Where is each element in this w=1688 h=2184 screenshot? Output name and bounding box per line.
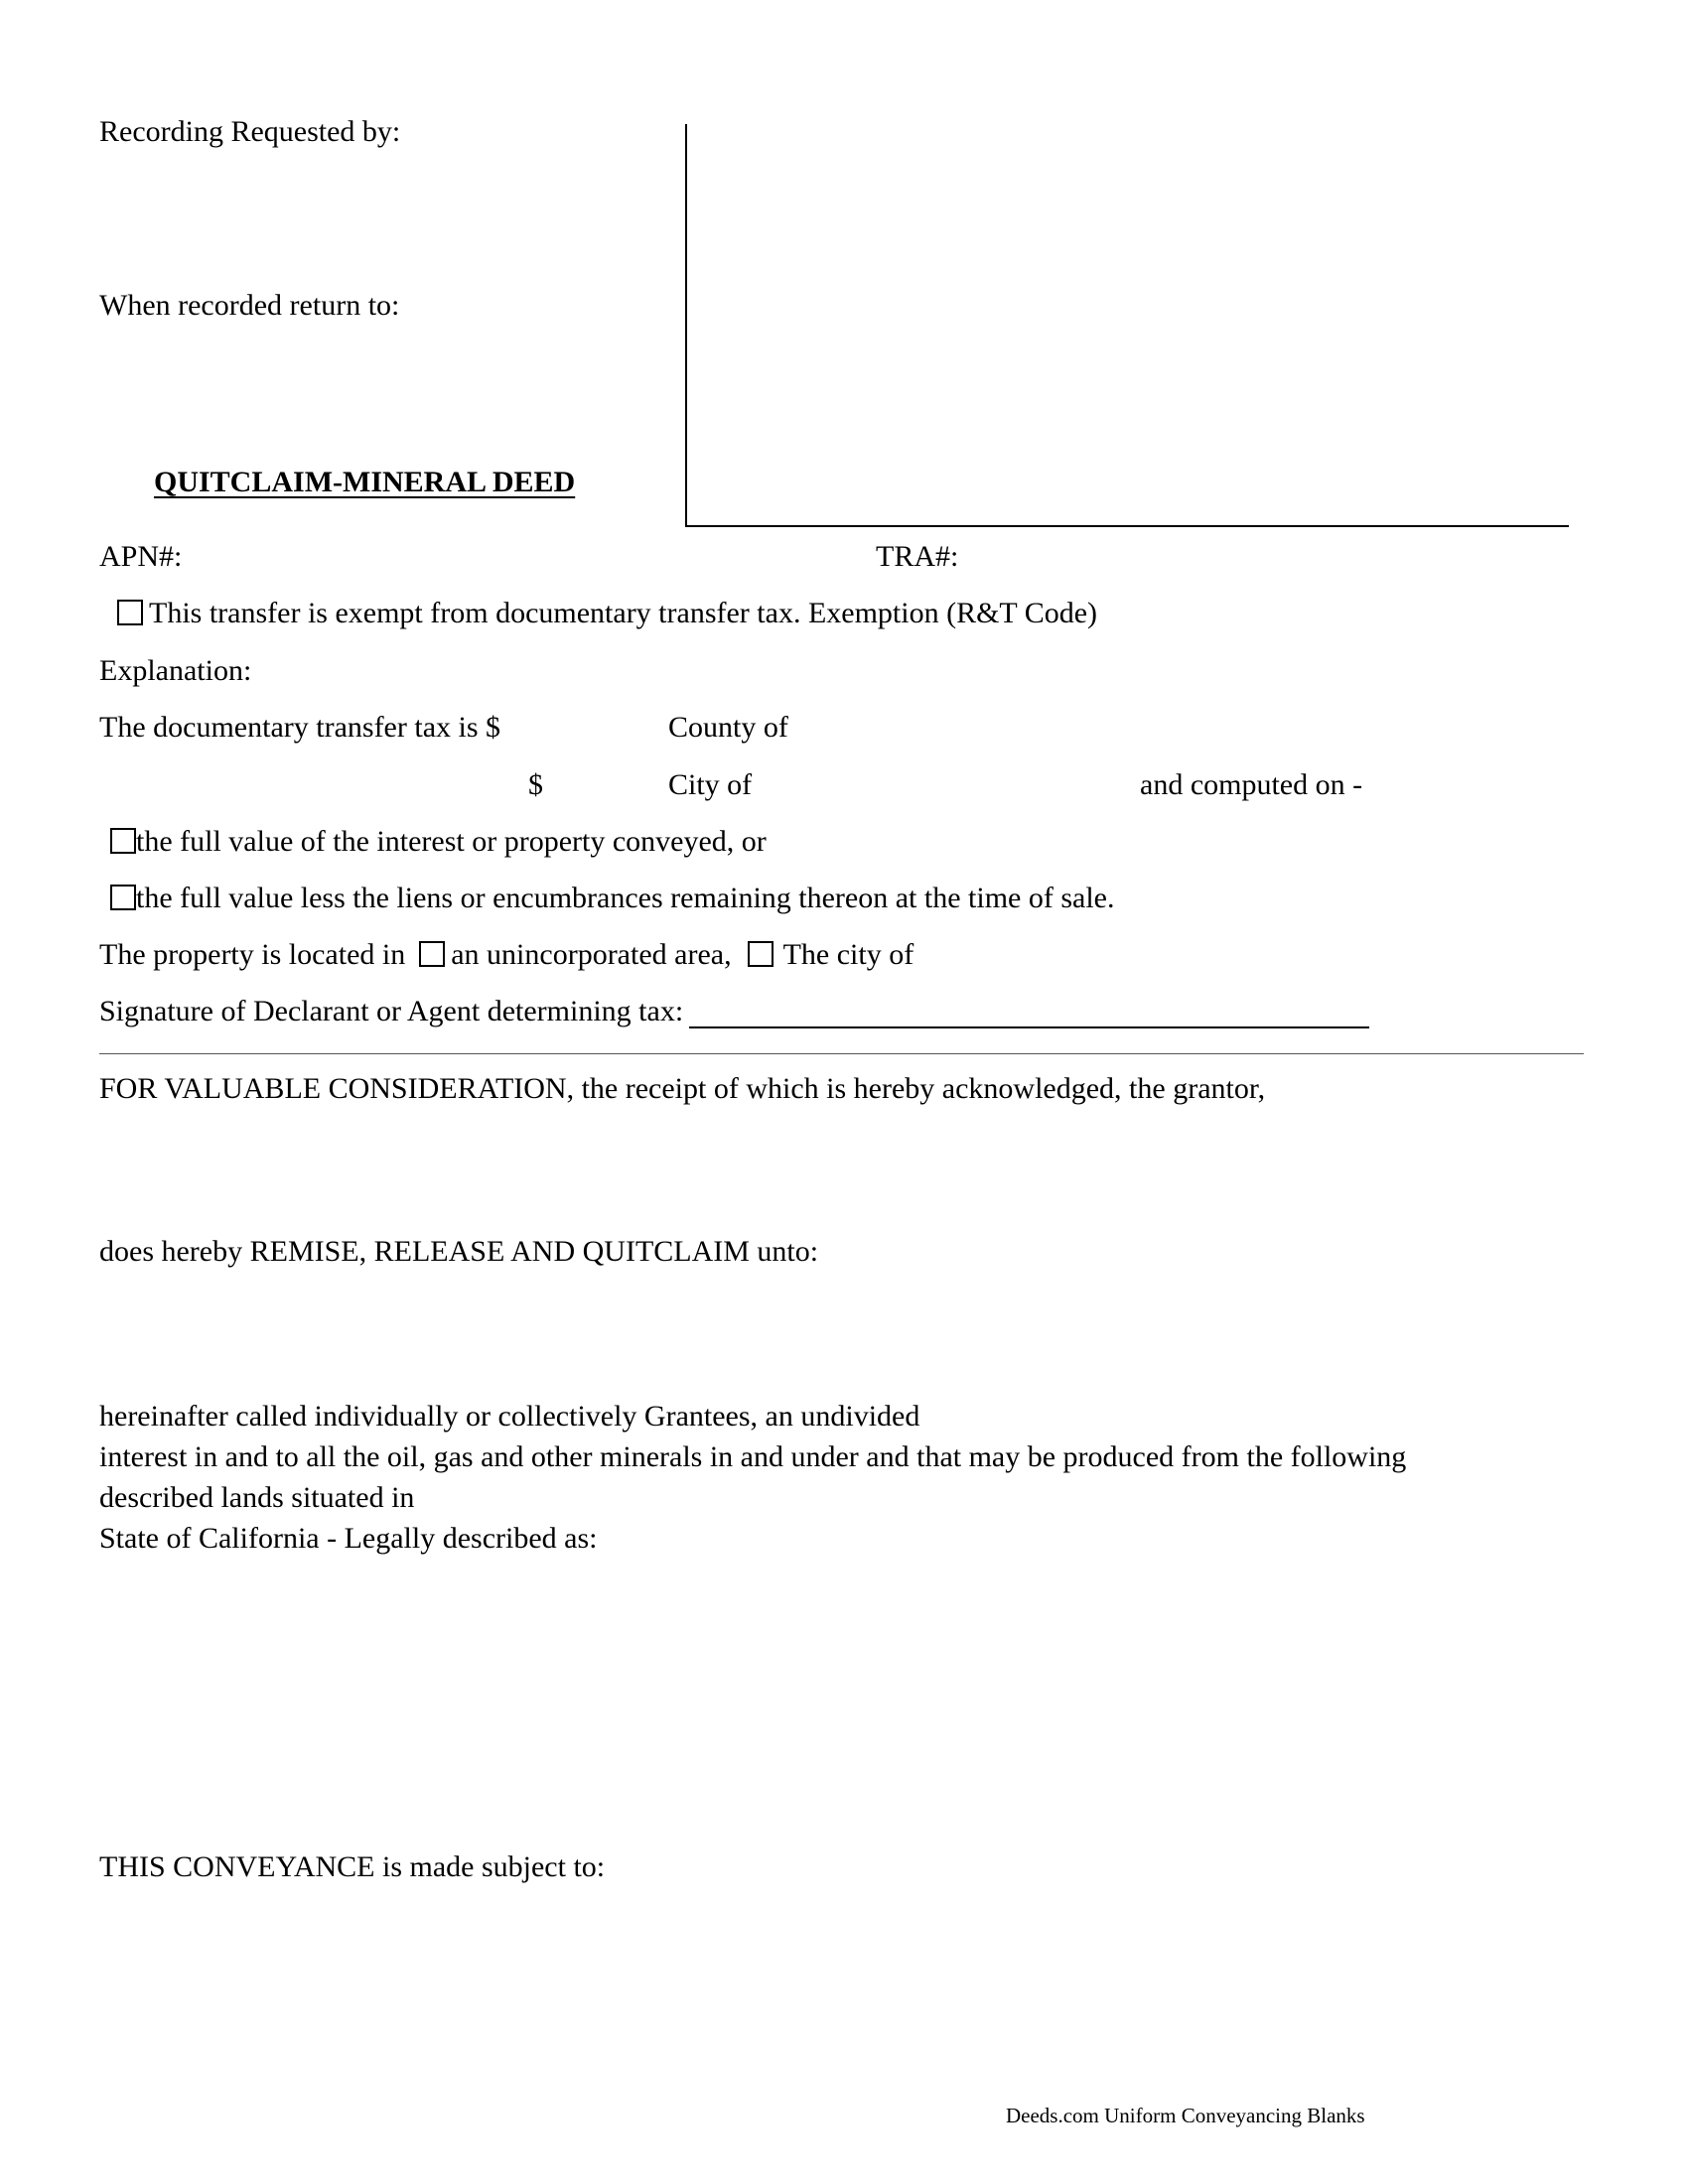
less-liens-checkbox[interactable] — [110, 885, 136, 910]
location-row — [99, 937, 914, 973]
unincorporated-text: an unincorporated area, — [451, 938, 732, 971]
tra-label: TRA#: — [876, 540, 959, 573]
section-separator — [99, 1053, 1584, 1054]
exempt-row — [117, 596, 1097, 631]
signature-line[interactable] — [689, 997, 1369, 1028]
city-dollar-sign: $ — [528, 768, 543, 801]
grantees-line-4: State of California - Legally described as: — [99, 1522, 598, 1555]
less-liens-text: the full value less the liens or encumbrances remaining thereon at the time of sale. — [136, 882, 1115, 914]
city-text: The city of — [782, 938, 914, 971]
recorder-box-left-border — [685, 124, 687, 526]
grantees-line-3: described lands situated in — [99, 1481, 415, 1514]
city-of-label: City of — [668, 768, 753, 801]
county-of-label: County of — [668, 711, 788, 744]
consideration-text: FOR VALUABLE CONSIDERATION, the receipt of which is hereby acknowledged, the grantor, — [99, 1072, 1266, 1105]
grantees-line-1: hereinafter called individually or collectively Grantees, an undivided — [99, 1400, 920, 1433]
grantees-line-2: interest in and to all the oil, gas and other minerals in and under and that may be produced from the following — [99, 1440, 1407, 1473]
full-value-checkbox[interactable] — [110, 828, 136, 854]
recorder-box-bottom-border — [685, 525, 1569, 527]
document-title: QUITCLAIM-MINERAL DEED — [154, 466, 576, 498]
option-full-value-row — [110, 824, 767, 860]
computed-on-label: and computed on - — [1140, 768, 1363, 801]
recording-requested-by-label: Recording Requested by: — [99, 115, 401, 148]
location-label: The property is located in — [99, 938, 406, 971]
option-less-liens-row — [110, 881, 1115, 916]
dtt-label: The documentary transfer tax is $ — [99, 711, 501, 744]
footer-text: Deeds.com Uniform Conveyancing Blanks — [1006, 2104, 1365, 2127]
full-value-text: the full value of the interest or property conveyed, or — [136, 825, 767, 858]
explanation-label: Explanation: — [99, 654, 252, 687]
apn-label: APN#: — [99, 540, 183, 573]
unincorporated-checkbox[interactable] — [419, 941, 445, 967]
exempt-checkbox[interactable] — [117, 600, 143, 625]
city-checkbox[interactable] — [748, 941, 774, 967]
when-recorded-return-to-label: When recorded return to: — [99, 289, 400, 322]
signature-row — [99, 994, 1369, 1029]
exempt-text: This transfer is exempt from documentary transfer tax. Exemption (R&T Code) — [149, 597, 1098, 629]
signature-label: Signature of Declarant or Agent determining tax: — [99, 995, 684, 1027]
remise-text: does hereby REMISE, RELEASE AND QUITCLAIM unto: — [99, 1235, 819, 1268]
subject-to-text: THIS CONVEYANCE is made subject to: — [99, 1850, 606, 1883]
